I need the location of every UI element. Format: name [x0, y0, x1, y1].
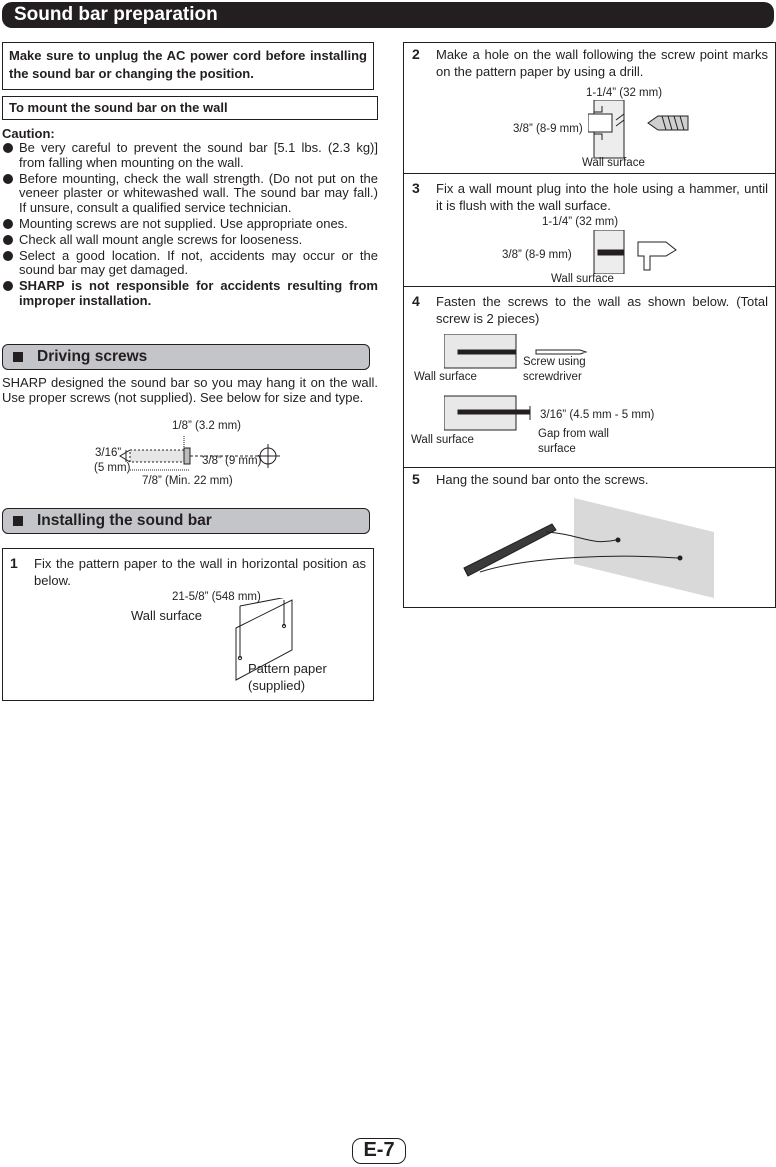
screw-point [678, 556, 682, 560]
list-item: Select a good location. If not, accidents may occur or the sound bar may get damaged. [2, 249, 378, 278]
list-item: Mounting screws are not supplied. Use appropriate ones. [2, 217, 378, 232]
bullet-icon [3, 174, 13, 184]
dim-label: 3/16” [95, 447, 122, 459]
pattern-paper-label: Pattern paper [248, 661, 327, 676]
depth-label: 1-1/4” (32 mm) [586, 87, 663, 99]
wall-surface-label: Wall surface [414, 371, 477, 383]
drilled-hole [588, 114, 612, 132]
screw-in-wall [458, 410, 530, 414]
screwdriver-icon [536, 350, 586, 354]
wall-surface-label: Wall surface [582, 157, 645, 169]
page-number: E-7 [352, 1138, 406, 1164]
drill-hole-diagram [588, 100, 698, 160]
dim-label: 7/8” (Min. 22 mm) [142, 475, 233, 487]
step-text: Make a hole on the wall following the screw point marks on the pattern paper by using a drill. [436, 47, 768, 79]
wall-surface-label: Wall surface [411, 434, 474, 446]
list-item: Check all wall mount angle screws for looseness. [2, 233, 378, 248]
step-number: 3 [412, 180, 420, 196]
bullet-icon [3, 235, 13, 245]
bullet-icon [3, 281, 13, 291]
wall-surface-label: Wall surface [131, 608, 203, 623]
mount-heading: To mount the sound bar on the wall [2, 96, 378, 120]
warning-box: Make sure to unplug the AC power cord before installing the sound bar or changing the position. [2, 42, 374, 90]
wall-illustration [574, 498, 714, 598]
list-item: Before mounting, check the wall strength. (Do not put on the veneer plaster or whitewashed wall. The sound bar may fall.) If unsure, consult a qualified service technician. [2, 172, 378, 216]
square-icon [13, 516, 23, 526]
gap-label: Gap from wall [538, 428, 609, 440]
step-number: 2 [412, 46, 420, 62]
depth-label: 1-1/4” (32 mm) [542, 216, 619, 228]
gap-label: surface [538, 443, 576, 455]
list-item: Be very careful to prevent the sound bar [5.1 lbs. (2.3 kg)] from falling when mounting on the wall. [2, 141, 378, 170]
wall-surface-label: Wall surface [551, 273, 614, 285]
width-label: 21-5/8” (548 mm) [172, 591, 261, 603]
step-text: Fix the pattern paper to the wall in horizontal position as below. [34, 556, 366, 588]
bullet-icon [3, 143, 13, 153]
screwdriver-label: Screw using [523, 356, 586, 368]
diameter-label: 3/8” (8-9 mm) [502, 249, 572, 261]
bullet-icon [3, 251, 13, 261]
bullet-icon [3, 219, 13, 229]
screw-point [616, 538, 620, 542]
screwdriver-label: screwdriver [523, 371, 582, 383]
list-item: SHARP is not responsible for accidents resulting from improper installation. [2, 279, 378, 308]
screw-tip [120, 450, 130, 462]
pattern-paper-label: (supplied) [248, 678, 306, 693]
step-number: 1 [10, 555, 18, 571]
dim-label: 1/8” (3.2 mm) [172, 420, 242, 432]
step-number: 5 [412, 471, 420, 487]
hang-soundbar-diagram [460, 494, 722, 600]
caution-list [2, 141, 378, 310]
hammer-icon [638, 242, 676, 270]
driving-screws-text: SHARP designed the sound bar so you may hang it on the wall. Use proper screws (not supplied). See below for size and type. [2, 375, 378, 405]
screw-head [184, 448, 190, 464]
dim-label: (5 mm) [94, 462, 131, 474]
caution-heading: Caution: [2, 126, 55, 141]
wall-plug [598, 250, 624, 255]
sound-bar-icon [464, 524, 556, 576]
dim-label: 3/8” (9 mm) [202, 455, 262, 467]
plug-hammer-diagram [588, 230, 688, 274]
driving-screws-header: Driving screws [2, 344, 370, 370]
step-number: 4 [412, 293, 420, 309]
square-icon [13, 352, 23, 362]
page-title: Sound bar preparation [14, 4, 218, 25]
step-text: Fasten the screws to the wall as shown below. (Total screw is 2 pieces) [436, 294, 768, 326]
step-text: Fix a wall mount plug into the hole using a hammer, until it is flush with the wall surface. [436, 181, 768, 213]
step-text: Hang the sound bar onto the screws. [436, 472, 649, 487]
diameter-label: 3/8” (8-9 mm) [513, 123, 583, 135]
screw-in-wall [458, 350, 516, 354]
screw-shank [130, 450, 184, 462]
installing-header: Installing the sound bar [2, 508, 370, 534]
gap-dimension-label: 3/16” (4.5 mm - 5 mm) [540, 409, 655, 421]
